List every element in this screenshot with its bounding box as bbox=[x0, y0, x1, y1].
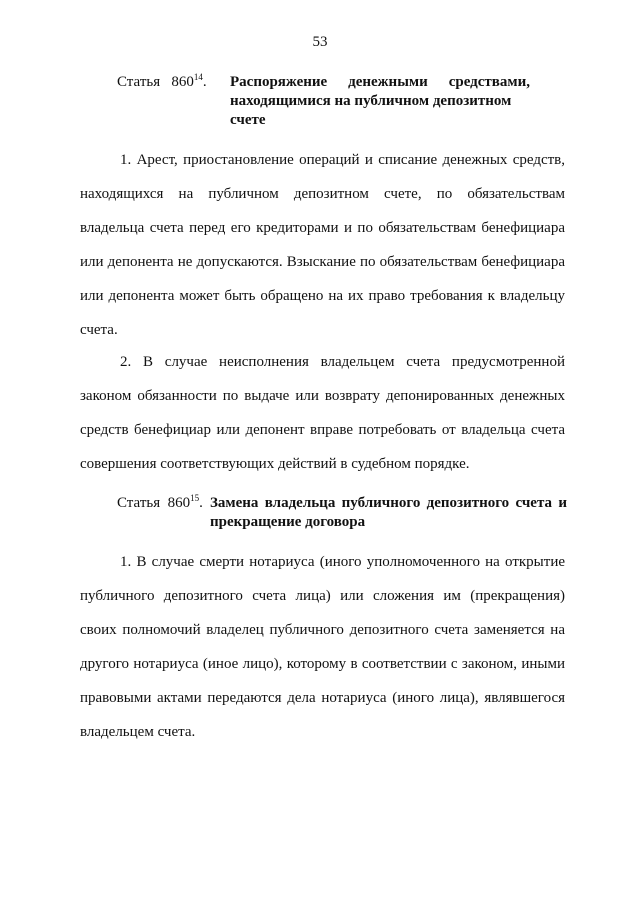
article-title-line: находящимися на публичном депозитном bbox=[230, 93, 512, 109]
article-title-line: Замена владельца публичного депозитного счета и bbox=[210, 495, 567, 511]
paragraph-2 bbox=[80, 345, 565, 481]
article-prefix: Статья bbox=[117, 74, 161, 90]
article-dot: . bbox=[202, 74, 207, 90]
article-heading-860-15 bbox=[117, 494, 567, 536]
article-number: 860 bbox=[167, 495, 191, 511]
paragraph-1 bbox=[80, 143, 565, 347]
article-number: 860 bbox=[171, 74, 194, 90]
paragraph-3 bbox=[80, 545, 565, 749]
paragraph-line: другого нотариуса (иное лицо), которому в соответствии с законом, иными bbox=[80, 656, 565, 672]
article-title-line: счете bbox=[230, 112, 266, 128]
article-superscript: 15 bbox=[190, 493, 200, 503]
paragraph-line: своих полномочий владелец публичного депозитного счета заменяется на bbox=[80, 622, 565, 638]
article-title bbox=[210, 494, 567, 532]
article-label bbox=[117, 73, 207, 92]
article-label bbox=[117, 494, 203, 513]
article-superscript: 14 bbox=[193, 72, 203, 82]
article-title bbox=[230, 73, 530, 130]
paragraph-line: владельцем счета. bbox=[80, 724, 196, 740]
page-number: 53 bbox=[312, 34, 328, 50]
paragraph-line: или депонента может быть обращено на их право требования к владельцу bbox=[80, 288, 565, 304]
article-heading-860-14 bbox=[117, 73, 567, 133]
paragraph-line: счета. bbox=[80, 322, 118, 338]
paragraph-line: 2. В случае неисполнения владельцем счета предусмотренной bbox=[120, 354, 565, 370]
paragraph-line: средств бенефициар или депонент вправе потребовать от владельца счета bbox=[80, 422, 565, 438]
paragraph-line: 1. В случае смерти нотариуса (иного уполномоченного на открытие bbox=[120, 554, 565, 570]
paragraph-line: или депонента не допускаются. Взыскание по обязательствам бенефициара bbox=[80, 254, 565, 270]
paragraph-line: владельца счета перед его кредиторами и по обязательствам бенефициара bbox=[80, 220, 565, 236]
paragraph-line: находящихся на публичном депозитном счете, по обязательствам bbox=[80, 186, 565, 202]
article-prefix: Статья bbox=[117, 495, 161, 511]
paragraph-line: публичного депозитного счета лица) или сложения им (прекращения) bbox=[80, 588, 565, 604]
article-dot: . bbox=[199, 495, 203, 511]
article-title-line: прекращение договора bbox=[210, 514, 366, 530]
paragraph-line: совершения соответствующих действий в судебном порядке. bbox=[80, 456, 470, 472]
paragraph-line: 1. Арест, приостановление операций и списание денежных средств, bbox=[120, 152, 565, 168]
paragraph-line: законом обязанности по выдаче или возврату депонированных денежных bbox=[80, 388, 565, 404]
article-title-line: Распоряжение денежными средствами, bbox=[230, 74, 530, 90]
paragraph-line: правовыми актами передаются дела нотариуса (иного лица), являвшегося bbox=[80, 690, 565, 706]
